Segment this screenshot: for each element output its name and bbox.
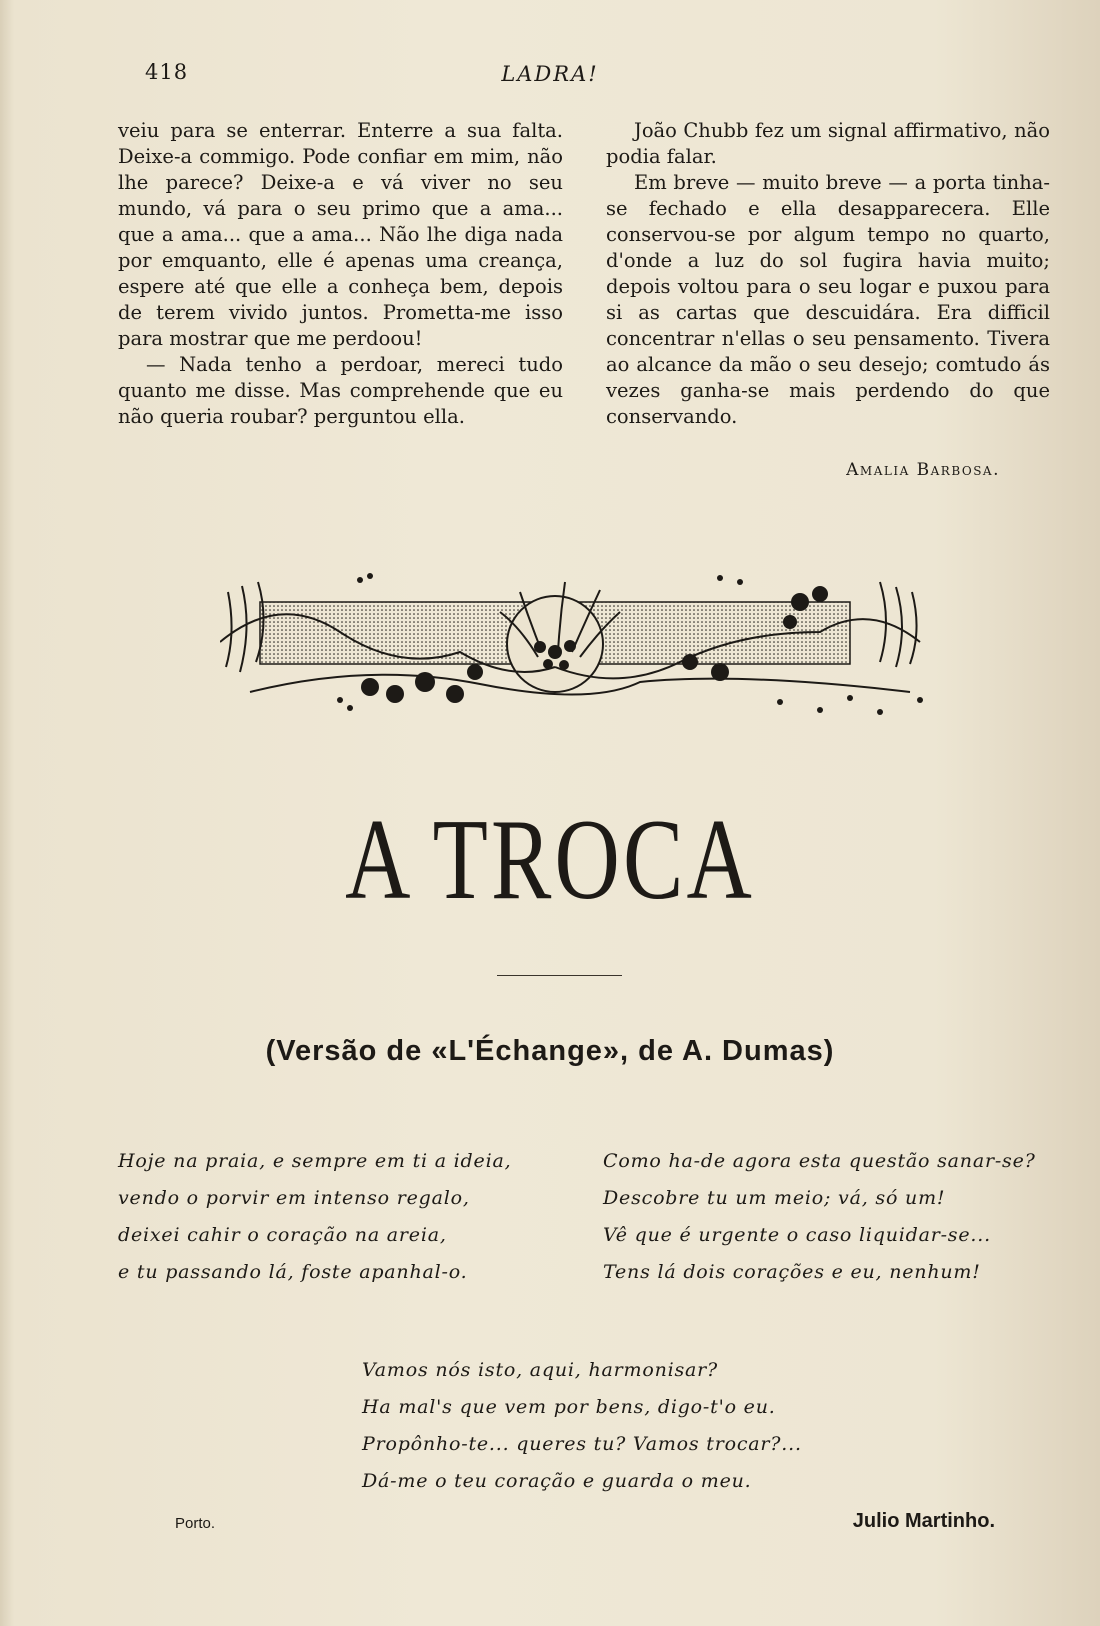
poem-stanza (362, 1352, 802, 1500)
poem-stanza (118, 1143, 511, 1291)
poem-line: e tu passando lá, foste apanhal-o. (118, 1261, 468, 1283)
poem-author: Julio Martinho. (852, 1510, 995, 1532)
story-paragraph: veiu para se enterrar. Enterre a sua falta. Deixe-a commigo. Pode confiar em mim, não lhe parece? Deixe-a e vá viver no seu mundo, vá para o seu primo que a ama... que a ama... que a ama... Não lhe diga nada por emquanto, elle é apenas uma creança, espere até que elle a conheça bem, depois de terem vivido juntos. Prometta-me isso para mostrar que me perdoou! (118, 119, 563, 350)
poem-place: Porto. (175, 1515, 216, 1532)
poem-title: A TROCA (345, 796, 755, 924)
poem-line: Dá-me o teu coração e guarda o meu. (362, 1470, 752, 1492)
running-title: LADRA! (501, 62, 599, 86)
poem-line: Como ha-de agora esta questão sanar-se? (603, 1150, 1036, 1172)
story-right-column (606, 118, 1050, 430)
story-author: Amalia Barbosa. (846, 460, 1000, 480)
poem-line: deixei cahir o coração na areia, (118, 1224, 447, 1246)
story-paragraph: Em breve — muito breve — a porta tinha-se fechado e ella desapparecera. Elle conservou-se por algum tempo no quarto, d'onde a luz do sol fugira havia muito; depois voltou para o seu logar e puxou para si as cartas que descuidára. Era difficil concentrar n'ellas o seu pensamento. Tivera ao alcance da mão o seu desejo; comtudo ás vezes ganha-se mais perdendo do que conservando. (606, 171, 1050, 428)
story-left-column (118, 118, 563, 430)
poem-line: Propônho-te... queres tu? Vamos trocar?... (362, 1433, 802, 1455)
poem-line: Descobre tu um meio; vá, só um! (603, 1187, 946, 1209)
poem-line: Vamos nós isto, aqui, harmonisar? (362, 1359, 719, 1381)
story-paragraph: João Chubb fez um signal affirmativo, não podia falar. (606, 119, 1050, 168)
poem-subtitle: (Versão de «L'Échange», de A. Dumas) (265, 1035, 835, 1067)
poem-line: Vê que é urgente o caso liquidar-se... (603, 1224, 991, 1246)
title-divider (497, 975, 622, 976)
floral-vignette-icon (220, 572, 950, 722)
poem-stanza (603, 1143, 1036, 1291)
poem-line: vendo o porvir em intenso regalo, (118, 1187, 470, 1209)
poem-line: Ha mal's que vem por bens, digo-t'o eu. (362, 1396, 776, 1418)
poem-line: Hoje na praia, e sempre em ti a ideia, (118, 1150, 512, 1172)
page-header (0, 60, 1100, 90)
page-number: 418 (145, 60, 189, 84)
poem-line: Tens lá dois corações e eu, nenhum! (603, 1261, 981, 1283)
story-paragraph: — Nada tenho a perdoar, mereci tudo quanto me disse. Mas comprehende que eu não queria roubar? perguntou ella. (118, 353, 563, 428)
